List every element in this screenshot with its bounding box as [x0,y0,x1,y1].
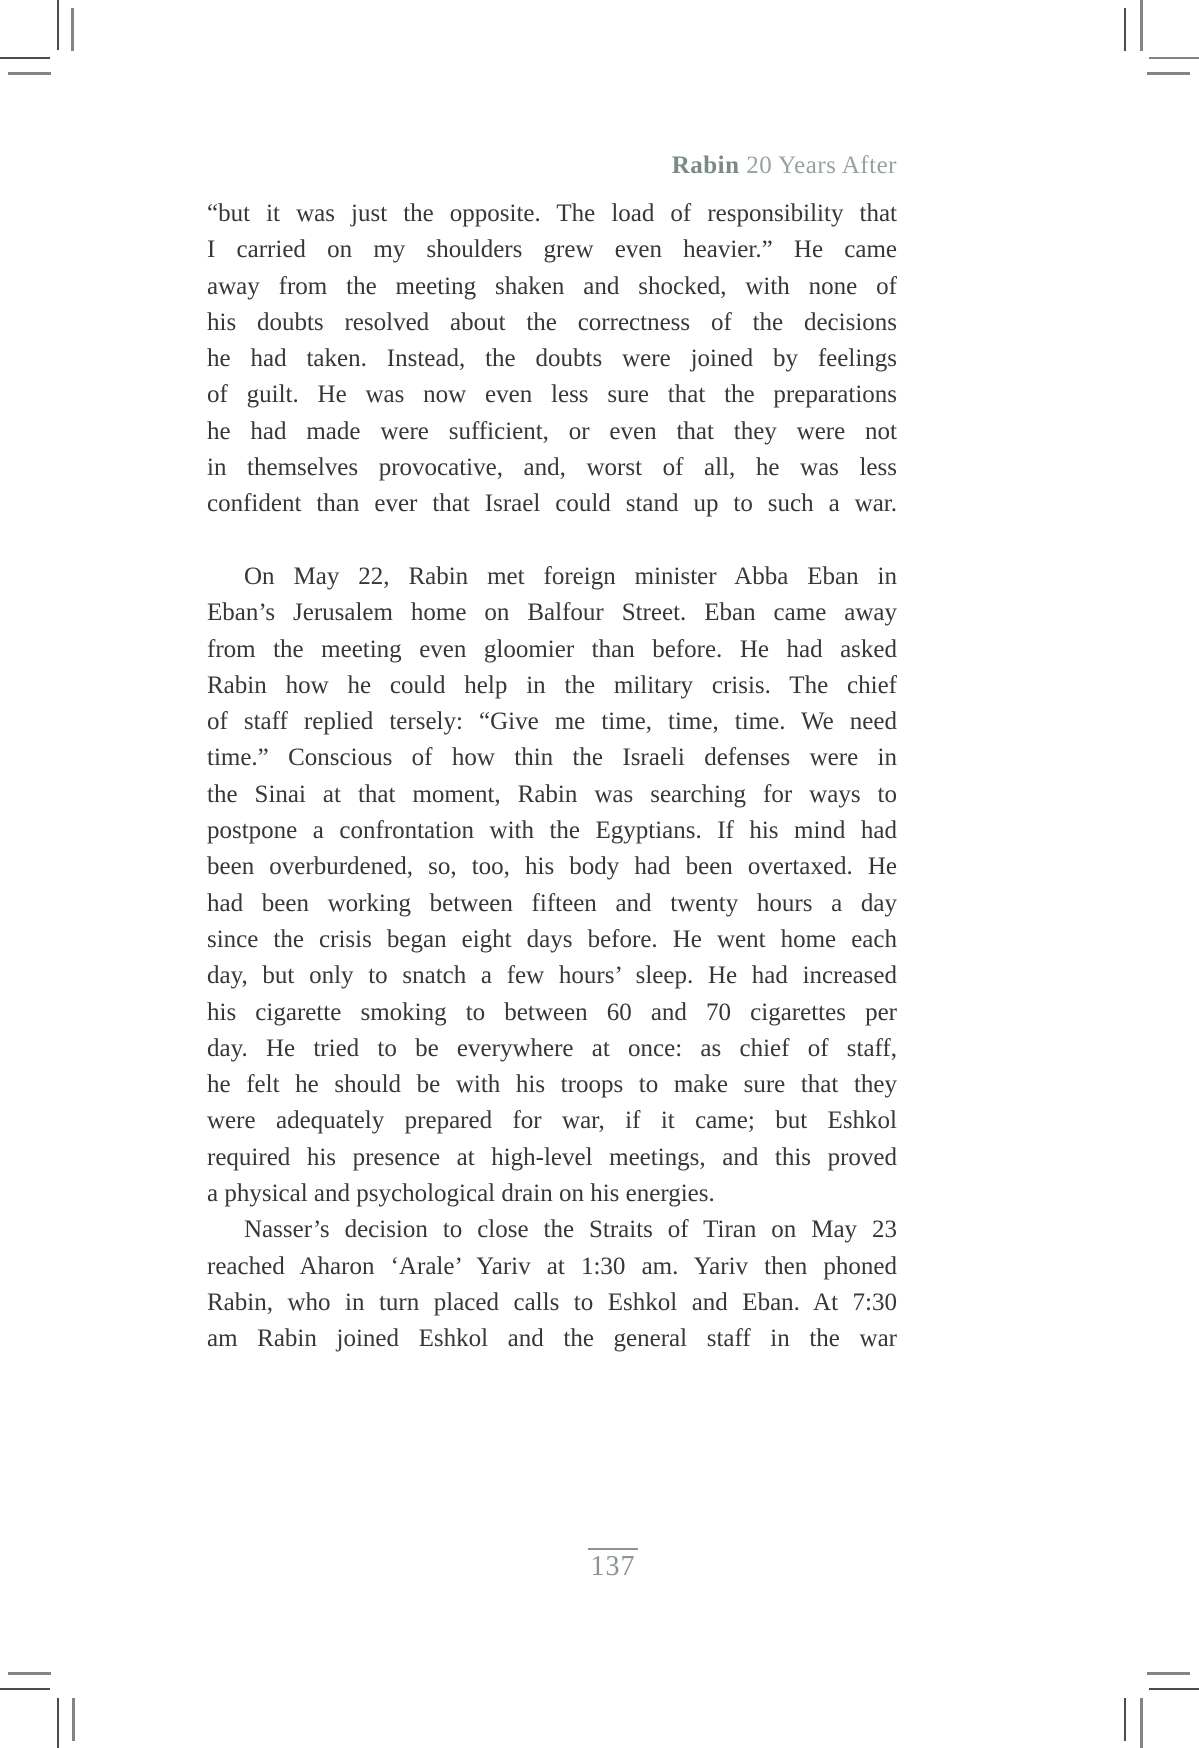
text-line: Rabin how he could help in the military crisis. The chief [207,671,897,699]
body-text [207,196,897,1358]
crop-mark-bottom-right-horizontal-inner [1147,1672,1190,1675]
text-line: been overburdened, so, too, his body had been overtaxed. He [207,853,897,881]
crop-mark-bottom-left-horizontal-inner [8,1672,51,1675]
text-line: had been working between fifteen and twenty hours a day [207,889,897,917]
text-line: Nasser’s decision to close the Straits of Tiran on May 23 [244,1216,897,1244]
text-line: from the meeting even gloomier than before. He had asked [207,635,897,663]
text-line: confident than ever that Israel could stand up to such a war. [207,490,897,518]
text-line: in themselves provocative, and, worst of all, he was less [207,454,897,482]
crop-mark-top-left-vertical-inner [71,8,74,51]
text-line: were adequately prepared for war, if it came; but Eshkol [207,1107,897,1135]
text-line: his cigarette smoking to between 60 and 70 cigarettes per [207,998,897,1026]
header-book-title: Rabin [671,152,740,179]
page-number-rule [588,1548,638,1550]
crop-mark-bottom-right-horizontal-outer [1149,1688,1199,1690]
crop-mark-top-right-horizontal-inner [1147,72,1190,75]
text-line: day. He tried to be everywhere at once: as chief of staff, [207,1034,897,1062]
text-line: On May 22, Rabin met foreign minister Abba Eban in [244,562,897,590]
text-line: of guilt. He was now even less sure that the preparations [207,381,897,409]
text-line: I carried on my shoulders grew even heavier.” He came [207,236,897,264]
crop-mark-top-right-horizontal-outer [1149,57,1199,59]
text-line: of staff replied tersely: “Give me time, time, time. We need [207,708,897,736]
page-footer [563,1548,663,1582]
page-number: 137 [590,1551,636,1582]
header-title-rest: 20 Years After [739,152,897,179]
crop-mark-top-left-vertical-outer [57,0,59,50]
paragraph [207,1212,897,1357]
text-line: am Rabin joined Eshkol and the general staff in the war [207,1325,897,1353]
crop-mark-top-right-vertical-outer [1140,0,1143,51]
crop-mark-top-left-horizontal-outer [0,57,50,59]
text-line: time.” Conscious of how thin the Israeli defenses were in [207,744,897,772]
crop-mark-top-left-horizontal-inner [8,72,51,75]
text-line: Rabin, who in turn placed calls to Eshkol and Eban. At 7:30 [207,1288,897,1316]
text-line: postpone a confrontation with the Egyptians. If his mind had [207,817,897,845]
text-line: since the crisis began eight days before. He went home each [207,925,897,953]
text-line: required his presence at high-level meetings, and this proved [207,1143,897,1171]
text-line: Eban’s Jerusalem home on Balfour Street. Eban came away [207,599,897,627]
crop-mark-bottom-right-vertical-outer [1140,1698,1143,1748]
text-line: “but it was just the opposite. The load of responsibility that [207,200,897,227]
text-line: he had made were sufficient, or even that they were not [207,417,897,445]
crop-mark-bottom-right-vertical-inner [1124,1698,1126,1741]
crop-mark-bottom-left-vertical-outer [57,1698,59,1748]
crop-mark-top-right-vertical-inner [1124,8,1126,51]
text-line: he felt he should be with his troops to make sure that they [207,1071,897,1099]
paragraph [207,559,897,1212]
text-line: he had taken. Instead, the doubts were joined by feelings [207,345,897,373]
running-header [207,150,897,182]
text-line: the Sinai at that moment, Rabin was searching for ways to [207,780,897,808]
text-line: a physical and psychological drain on his energies. [207,1180,715,1208]
text-line: his doubts resolved about the correctness of the decisions [207,308,897,336]
crop-mark-bottom-left-vertical-inner [72,1698,75,1741]
text-line: reached Aharon ‘Arale’ Yariv at 1:30 am. Yariv then phoned [207,1252,897,1280]
text-line: day, but only to snatch a few hours’ sleep. He had increased [207,962,897,990]
text-line: away from the meeting shaken and shocked, with none of [207,272,897,300]
crop-mark-bottom-left-horizontal-outer [0,1688,50,1690]
paragraph [207,196,897,523]
